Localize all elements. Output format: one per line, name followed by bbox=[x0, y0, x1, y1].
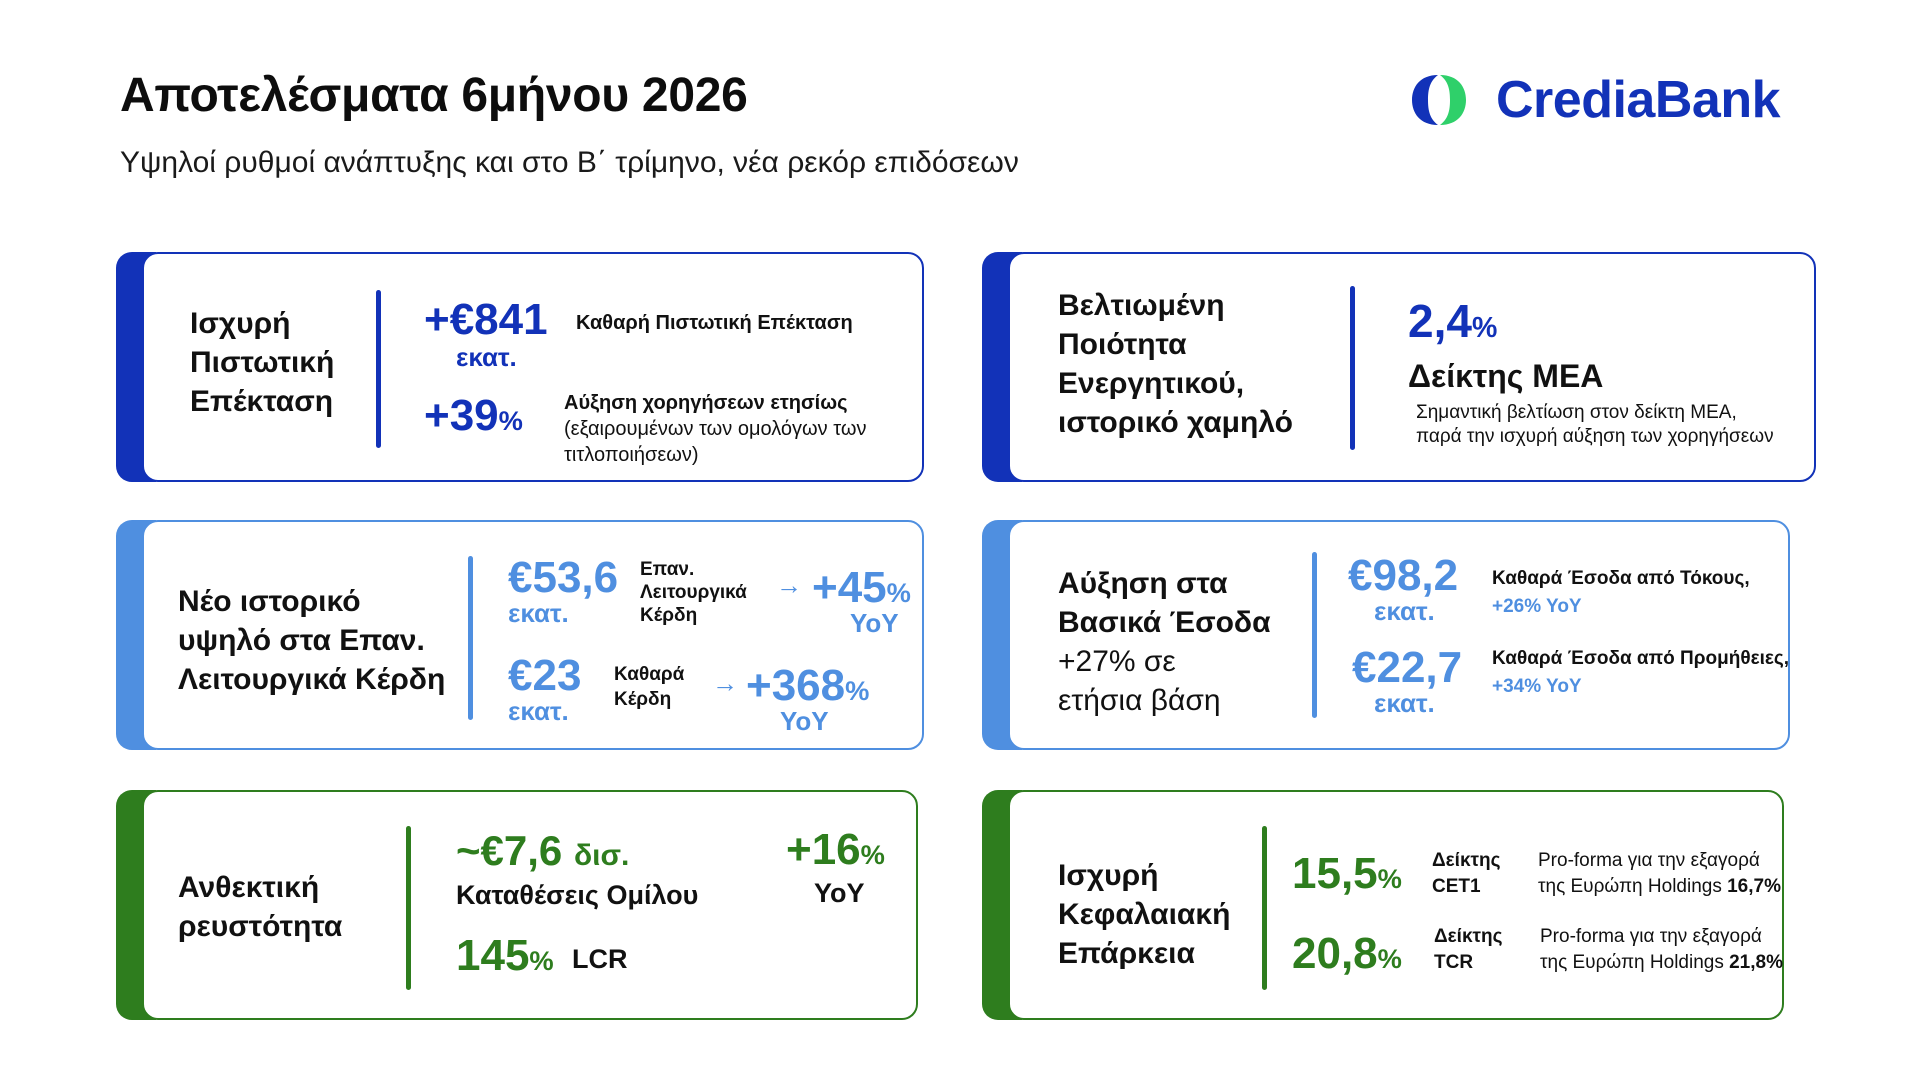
card-title-line: Ισχυρή bbox=[1058, 859, 1159, 892]
yoy-label: YoY bbox=[814, 878, 865, 908]
label-line: Δείκτης bbox=[1432, 850, 1501, 871]
page-subtitle: Υψηλοί ρυθμοί ανάπτυξης και στο Β΄ τρίμηνο, νέα ρεκόρ επιδόσεων bbox=[120, 146, 1019, 179]
net-fee-income-change: +34% YoY bbox=[1492, 676, 1582, 697]
label-line: Κέρδη bbox=[614, 689, 672, 710]
net-interest-income-unit: εκατ. bbox=[1374, 596, 1435, 626]
card-title-line: Βασικά Έσοδα bbox=[1058, 606, 1271, 639]
tcr-value bbox=[1292, 929, 1402, 978]
card-divider bbox=[1262, 826, 1267, 990]
card-capital-adequacy bbox=[982, 790, 1790, 1020]
label-line: Δείκτης bbox=[1434, 926, 1503, 947]
percent-sign: % bbox=[1377, 863, 1402, 894]
card-core-income bbox=[982, 520, 1790, 750]
label-line: Κέρδη bbox=[640, 605, 698, 626]
card-divider bbox=[1312, 552, 1317, 718]
card-title bbox=[1058, 564, 1271, 642]
label-line: Καθαρά bbox=[614, 664, 685, 685]
card-title-line: Αύξηση στα bbox=[1058, 567, 1228, 600]
card-subtitle bbox=[1058, 642, 1221, 720]
card-title bbox=[1058, 286, 1293, 442]
card-title-line: Ισχυρή bbox=[190, 307, 291, 340]
logo-wordmark: CrediaBank bbox=[1496, 71, 1780, 129]
net-interest-income-label: Καθαρά Έσοδα από Τόκους, bbox=[1492, 568, 1750, 589]
percent-sign: % bbox=[1471, 312, 1498, 344]
npe-ratio-value bbox=[1408, 295, 1498, 347]
card-title bbox=[1058, 856, 1230, 973]
yoy-label: YoY bbox=[850, 608, 899, 638]
deposits-number: ~€7,6 bbox=[456, 827, 563, 874]
label-line: Λειτουργικά bbox=[640, 582, 747, 603]
cet1-label bbox=[1432, 848, 1501, 900]
card-title-line: Ενεργητικού, bbox=[1058, 367, 1245, 400]
loan-growth-value bbox=[424, 391, 523, 440]
lcr-number: 145 bbox=[456, 931, 530, 980]
card-title-line: ετήσια βάση bbox=[1058, 684, 1221, 717]
card-title bbox=[178, 582, 445, 699]
cet1-number: 15,5 bbox=[1292, 849, 1378, 898]
change-number: +45 bbox=[812, 563, 887, 612]
label-line: Επαν. bbox=[640, 559, 695, 580]
loan-growth-note: τιτλοποιήσεων) bbox=[564, 444, 699, 466]
page-title: Αποτελέσματα 6μήνου 2026 bbox=[120, 69, 748, 122]
proforma-cet1-value: 16,7% bbox=[1727, 876, 1781, 897]
lcr-value bbox=[456, 931, 554, 980]
card-title bbox=[178, 868, 342, 946]
card-title-line: Νέο ιστορικό bbox=[178, 585, 361, 618]
proforma-tcr-value: 21,8% bbox=[1729, 952, 1783, 973]
loan-growth-label: Αύξηση χορηγήσεων ετησίως bbox=[564, 392, 848, 414]
cet1-proforma-note bbox=[1538, 848, 1781, 900]
label-line: TCR bbox=[1434, 952, 1474, 973]
net-credit-expansion-label: Καθαρή Πιστωτική Επέκταση bbox=[576, 312, 853, 334]
card-title-line: Επάρκεια bbox=[1058, 937, 1195, 970]
card-title-line: Ποιότητα bbox=[1058, 328, 1187, 361]
loan-growth-note: (εξαιρουμένων των ομολόγων των bbox=[564, 418, 867, 440]
card-divider bbox=[406, 826, 411, 990]
note-line: Pro-forma για την εξαγορά bbox=[1540, 926, 1762, 947]
note-line: της Ευρώπη Holdings bbox=[1538, 876, 1728, 897]
card-title-line: Ανθεκτική bbox=[178, 871, 320, 904]
yoy-label: YoY bbox=[780, 706, 829, 736]
card-title-line: Επέκταση bbox=[190, 385, 334, 418]
deposits-change bbox=[786, 825, 885, 874]
cet1-value bbox=[1292, 849, 1402, 898]
crediabank-logo-icon bbox=[1408, 71, 1470, 129]
card-title bbox=[190, 304, 334, 421]
recurring-profits-unit: εκατ. bbox=[508, 598, 569, 628]
recurring-profits-label bbox=[640, 558, 747, 627]
change-number: +16 bbox=[786, 825, 861, 874]
net-profits-label bbox=[614, 662, 684, 712]
card-title-line: ιστορικό χαμηλό bbox=[1058, 406, 1293, 439]
npe-ratio-label: Δείκτης ΜΕΑ bbox=[1408, 358, 1604, 394]
percent-sign: % bbox=[498, 405, 523, 436]
net-profits-change bbox=[746, 661, 870, 710]
group-deposits-label: Καταθέσεις Ομίλου bbox=[456, 880, 699, 910]
card-title-line: +27% σε bbox=[1058, 645, 1176, 678]
crediabank-logo[interactable] bbox=[1408, 70, 1780, 130]
group-deposits-value bbox=[456, 827, 630, 874]
net-interest-income-value: €98,2 bbox=[1348, 551, 1459, 600]
percent-sign: % bbox=[886, 577, 911, 608]
deposits-unit: δισ. bbox=[573, 839, 630, 872]
card-title-line: Βελτιωμένη bbox=[1058, 289, 1225, 322]
tcr-number: 20,8 bbox=[1292, 929, 1378, 978]
arrow-right-icon: → bbox=[776, 570, 802, 600]
card-liquidity bbox=[116, 790, 924, 1020]
net-credit-expansion-unit: εκατ. bbox=[456, 342, 517, 372]
net-fee-income-label: Καθαρά Έσοδα από Προμήθειες, bbox=[1492, 648, 1790, 669]
npe-note: παρά την ισχυρή αύξηση των χορηγήσεων bbox=[1416, 426, 1774, 447]
card-title-line: ρευστότητα bbox=[178, 910, 343, 943]
percent-sign: % bbox=[529, 945, 554, 976]
card-title-line: Κεφαλαιακή bbox=[1058, 898, 1231, 931]
recurring-profits-value: €53,6 bbox=[508, 553, 619, 602]
change-number: +368 bbox=[746, 661, 846, 710]
card-divider bbox=[1350, 286, 1355, 450]
card-credit-expansion bbox=[116, 252, 924, 482]
card-divider bbox=[376, 290, 381, 448]
percent-sign: % bbox=[1377, 943, 1402, 974]
card-divider bbox=[468, 556, 473, 720]
net-profits-unit: εκατ. bbox=[508, 696, 569, 726]
npe-note: Σημαντική βελτίωση στον δείκτη ΜΕΑ, bbox=[1416, 402, 1737, 423]
label-line: CET1 bbox=[1432, 876, 1481, 897]
recurring-profits-change bbox=[812, 563, 911, 612]
lcr-label: LCR bbox=[572, 944, 628, 974]
card-operating-profits bbox=[116, 520, 924, 750]
note-line: Pro-forma για την εξαγορά bbox=[1538, 850, 1760, 871]
card-asset-quality bbox=[982, 252, 1790, 482]
net-fee-income-unit: εκατ. bbox=[1374, 688, 1435, 718]
loan-growth-number: +39 bbox=[424, 391, 499, 440]
card-title-line: Λειτουργικά Κέρδη bbox=[178, 663, 446, 696]
npe-ratio-number: 2,4 bbox=[1408, 295, 1472, 347]
percent-sign: % bbox=[860, 839, 885, 870]
arrow-right-icon: → bbox=[712, 668, 738, 698]
tcr-proforma-note bbox=[1540, 924, 1783, 976]
net-profits-value: €23 bbox=[508, 651, 582, 700]
net-interest-income-change: +26% YoY bbox=[1492, 596, 1582, 617]
card-title-line: Πιστωτική bbox=[190, 346, 335, 379]
net-credit-expansion-value: +€841 bbox=[424, 295, 548, 344]
percent-sign: % bbox=[845, 675, 870, 706]
tcr-label bbox=[1434, 924, 1503, 976]
note-line: της Ευρώπη Holdings bbox=[1540, 952, 1730, 973]
net-fee-income-value: €22,7 bbox=[1352, 643, 1463, 692]
card-title-line: υψηλό στα Επαν. bbox=[178, 624, 425, 657]
